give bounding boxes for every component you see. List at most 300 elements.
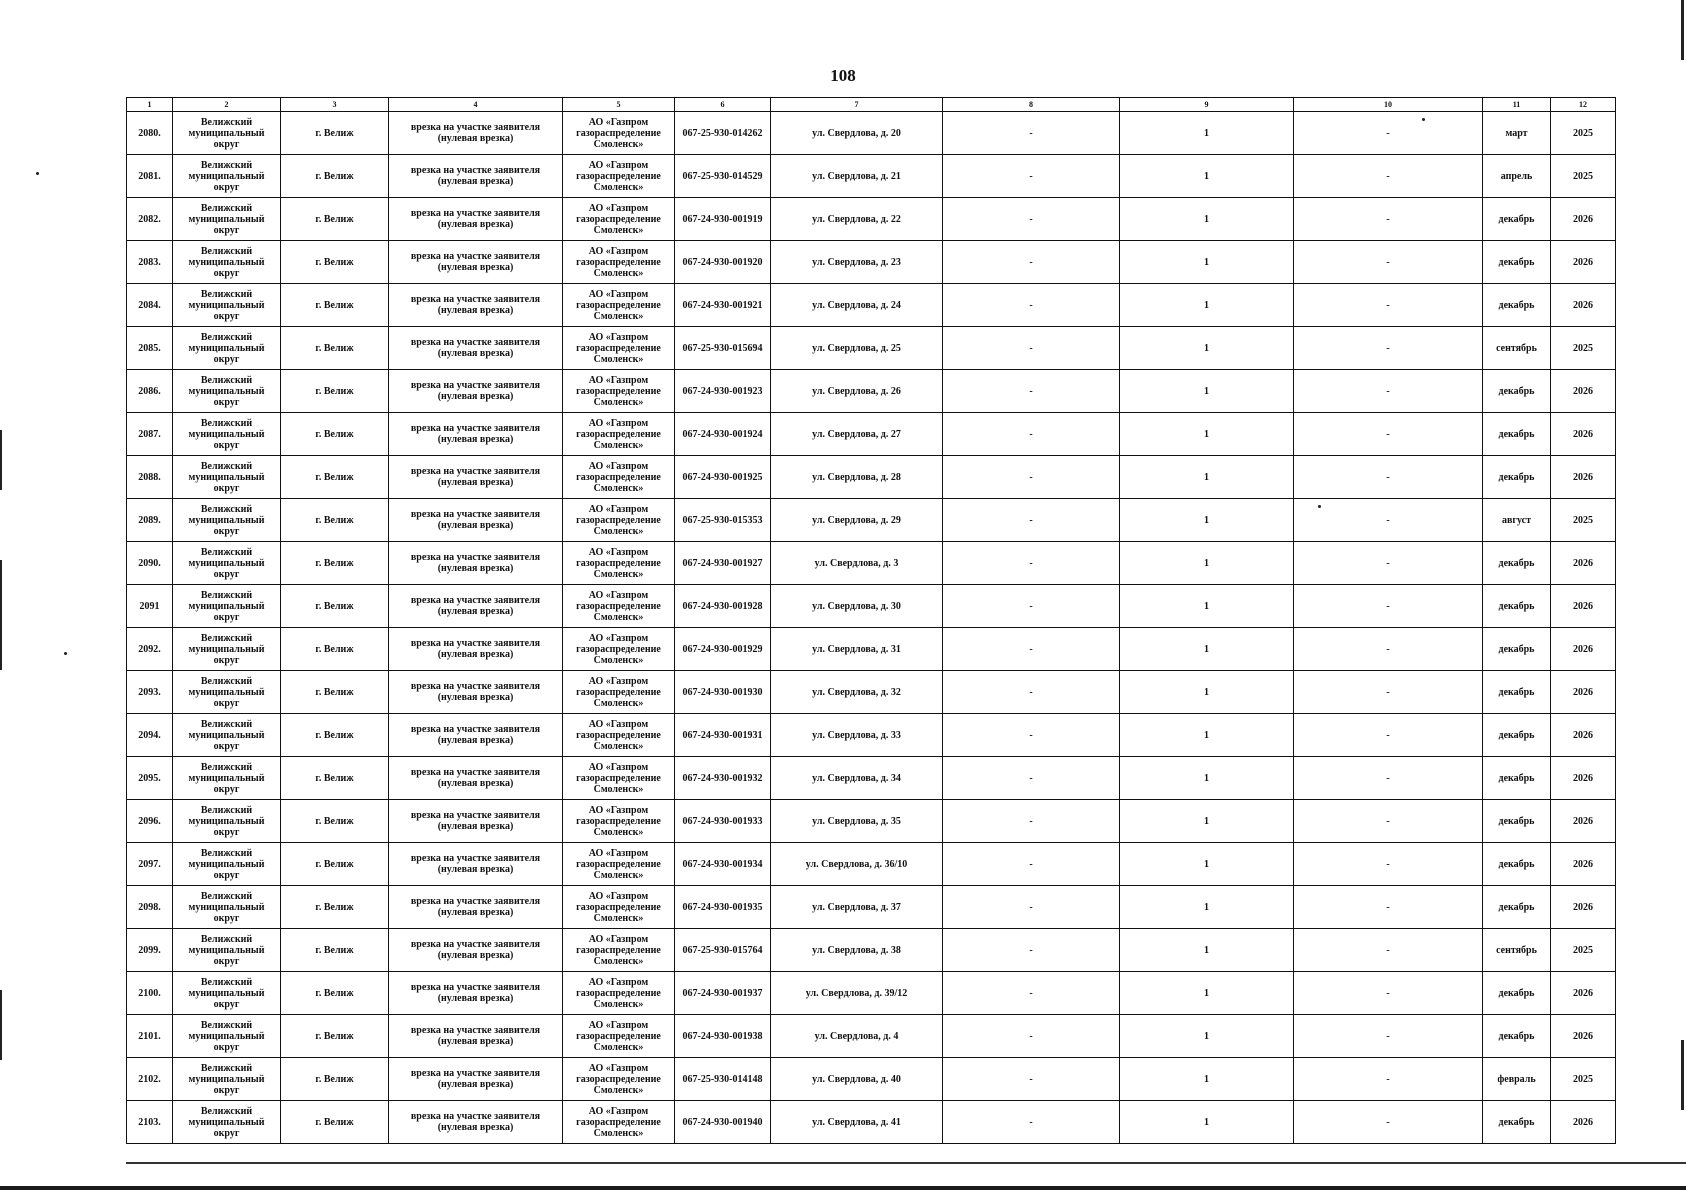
work-type-cell: врезка на участке заявителя (нулевая врезка) [389, 370, 563, 413]
city-cell: г. Велиж [281, 241, 389, 284]
col9-cell: 1 [1120, 370, 1294, 413]
column-header: 7 [771, 98, 943, 112]
col9-cell: 1 [1120, 413, 1294, 456]
row-number: 2097. [127, 843, 173, 886]
address-cell: ул. Свердлова, д. 23 [771, 241, 943, 284]
record-code-cell: 067-24-930-001932 [675, 757, 771, 800]
work-type-cell: врезка на участке заявителя (нулевая врезка) [389, 886, 563, 929]
col9-cell: 1 [1120, 671, 1294, 714]
district-cell: Велижский муниципальный округ [173, 112, 281, 155]
month-cell: декабрь [1483, 413, 1551, 456]
organization-cell: АО «Газпром газораспределение Смоленск» [563, 671, 675, 714]
month-cell: декабрь [1483, 241, 1551, 284]
district-cell: Велижский муниципальный округ [173, 1015, 281, 1058]
district-cell: Велижский муниципальный округ [173, 843, 281, 886]
year-cell: 2025 [1551, 327, 1616, 370]
city-cell: г. Велиж [281, 800, 389, 843]
page-number: 108 [830, 66, 856, 85]
work-type-cell: врезка на участке заявителя (нулевая врезка) [389, 800, 563, 843]
table-row [127, 456, 1616, 499]
district-cell: Велижский муниципальный округ [173, 714, 281, 757]
work-type-cell: врезка на участке заявителя (нулевая врезка) [389, 542, 563, 585]
row-number: 2083. [127, 241, 173, 284]
month-cell: декабрь [1483, 843, 1551, 886]
col9-cell: 1 [1120, 241, 1294, 284]
address-cell: ул. Свердлова, д. 32 [771, 671, 943, 714]
district-cell: Велижский муниципальный округ [173, 886, 281, 929]
col9-cell: 1 [1120, 929, 1294, 972]
col10-cell: - [1294, 671, 1483, 714]
table-row [127, 413, 1616, 456]
city-cell: г. Велиж [281, 757, 389, 800]
table-row [127, 585, 1616, 628]
address-cell: ул. Свердлова, д. 21 [771, 155, 943, 198]
col8-cell: - [943, 155, 1120, 198]
city-cell: г. Велиж [281, 542, 389, 585]
work-type-cell: врезка на участке заявителя (нулевая врезка) [389, 241, 563, 284]
row-number: 2086. [127, 370, 173, 413]
col8-cell: - [943, 1058, 1120, 1101]
record-code-cell: 067-24-930-001930 [675, 671, 771, 714]
work-type-cell: врезка на участке заявителя (нулевая врезка) [389, 327, 563, 370]
col10-cell: - [1294, 843, 1483, 886]
district-cell: Велижский муниципальный округ [173, 198, 281, 241]
city-cell: г. Велиж [281, 585, 389, 628]
col10-cell: - [1294, 327, 1483, 370]
record-code-cell: 067-24-930-001919 [675, 198, 771, 241]
work-type-cell: врезка на участке заявителя (нулевая врезка) [389, 1101, 563, 1144]
col8-cell: - [943, 714, 1120, 757]
month-cell: декабрь [1483, 284, 1551, 327]
record-code-cell: 067-24-930-001935 [675, 886, 771, 929]
city-cell: г. Велиж [281, 112, 389, 155]
year-cell: 2026 [1551, 757, 1616, 800]
row-number: 2088. [127, 456, 173, 499]
row-number: 2100. [127, 972, 173, 1015]
address-cell: ул. Свердлова, д. 31 [771, 628, 943, 671]
record-code-cell: 067-24-930-001921 [675, 284, 771, 327]
row-number: 2080. [127, 112, 173, 155]
row-number: 2101. [127, 1015, 173, 1058]
column-header: 4 [389, 98, 563, 112]
row-number: 2103. [127, 1101, 173, 1144]
address-cell: ул. Свердлова, д. 27 [771, 413, 943, 456]
year-cell: 2026 [1551, 972, 1616, 1015]
record-code-cell: 067-25-930-015353 [675, 499, 771, 542]
col10-cell: - [1294, 714, 1483, 757]
work-type-cell: врезка на участке заявителя (нулевая врезка) [389, 155, 563, 198]
col10-cell: - [1294, 1015, 1483, 1058]
col10-cell: - [1294, 241, 1483, 284]
col9-cell: 1 [1120, 886, 1294, 929]
table-body [127, 112, 1616, 1144]
year-cell: 2026 [1551, 714, 1616, 757]
city-cell: г. Велиж [281, 413, 389, 456]
organization-cell: АО «Газпром газораспределение Смоленск» [563, 198, 675, 241]
col8-cell: - [943, 671, 1120, 714]
column-header: 9 [1120, 98, 1294, 112]
city-cell: г. Велиж [281, 198, 389, 241]
month-cell: февраль [1483, 1058, 1551, 1101]
organization-cell: АО «Газпром газораспределение Смоленск» [563, 542, 675, 585]
city-cell: г. Велиж [281, 843, 389, 886]
city-cell: г. Велиж [281, 1015, 389, 1058]
table-row [127, 198, 1616, 241]
record-code-cell: 067-24-930-001933 [675, 800, 771, 843]
district-cell: Велижский муниципальный округ [173, 972, 281, 1015]
organization-cell: АО «Газпром газораспределение Смоленск» [563, 843, 675, 886]
col10-cell: - [1294, 1058, 1483, 1101]
month-cell: декабрь [1483, 671, 1551, 714]
organization-cell: АО «Газпром газораспределение Смоленск» [563, 628, 675, 671]
col10-cell: - [1294, 1101, 1483, 1144]
address-cell: ул. Свердлова, д. 38 [771, 929, 943, 972]
year-cell: 2025 [1551, 499, 1616, 542]
col10-cell: - [1294, 284, 1483, 327]
city-cell: г. Велиж [281, 284, 389, 327]
address-cell: ул. Свердлова, д. 22 [771, 198, 943, 241]
row-number: 2096. [127, 800, 173, 843]
record-code-cell: 067-24-930-001927 [675, 542, 771, 585]
district-cell: Велижский муниципальный округ [173, 542, 281, 585]
city-cell: г. Велиж [281, 327, 389, 370]
city-cell: г. Велиж [281, 886, 389, 929]
month-cell: декабрь [1483, 628, 1551, 671]
city-cell: г. Велиж [281, 714, 389, 757]
table-row [127, 1015, 1616, 1058]
col9-cell: 1 [1120, 499, 1294, 542]
district-cell: Велижский муниципальный округ [173, 1101, 281, 1144]
year-cell: 2026 [1551, 843, 1616, 886]
organization-cell: АО «Газпром газораспределение Смоленск» [563, 886, 675, 929]
col8-cell: - [943, 542, 1120, 585]
work-type-cell: врезка на участке заявителя (нулевая врезка) [389, 499, 563, 542]
col9-cell: 1 [1120, 972, 1294, 1015]
work-type-cell: врезка на участке заявителя (нулевая врезка) [389, 198, 563, 241]
table-row [127, 155, 1616, 198]
year-cell: 2025 [1551, 929, 1616, 972]
year-cell: 2025 [1551, 155, 1616, 198]
bottom-rule [0, 1186, 1686, 1190]
record-code-cell: 067-25-930-015764 [675, 929, 771, 972]
year-cell: 2026 [1551, 241, 1616, 284]
work-type-cell: врезка на участке заявителя (нулевая врезка) [389, 714, 563, 757]
record-code-cell: 067-24-930-001940 [675, 1101, 771, 1144]
address-cell: ул. Свердлова, д. 39/12 [771, 972, 943, 1015]
address-cell: ул. Свердлова, д. 29 [771, 499, 943, 542]
col8-cell: - [943, 284, 1120, 327]
month-cell: август [1483, 499, 1551, 542]
district-cell: Велижский муниципальный округ [173, 413, 281, 456]
row-number: 2094. [127, 714, 173, 757]
organization-cell: АО «Газпром газораспределение Смоленск» [563, 757, 675, 800]
city-cell: г. Велиж [281, 1101, 389, 1144]
address-cell: ул. Свердлова, д. 30 [771, 585, 943, 628]
work-type-cell: врезка на участке заявителя (нулевая врезка) [389, 413, 563, 456]
col9-cell: 1 [1120, 456, 1294, 499]
address-cell: ул. Свердлова, д. 33 [771, 714, 943, 757]
work-type-cell: врезка на участке заявителя (нулевая врезка) [389, 1058, 563, 1101]
col8-cell: - [943, 800, 1120, 843]
record-code-cell: 067-24-930-001920 [675, 241, 771, 284]
work-type-cell: врезка на участке заявителя (нулевая врезка) [389, 757, 563, 800]
col10-cell: - [1294, 542, 1483, 585]
col9-cell: 1 [1120, 1015, 1294, 1058]
scan-edge-mark [0, 990, 2, 1060]
col9-cell: 1 [1120, 757, 1294, 800]
city-cell: г. Велиж [281, 456, 389, 499]
table-row [127, 112, 1616, 155]
scan-speck [1422, 118, 1425, 121]
col8-cell: - [943, 241, 1120, 284]
record-code-cell: 067-24-930-001925 [675, 456, 771, 499]
row-number: 2089. [127, 499, 173, 542]
col8-cell: - [943, 929, 1120, 972]
month-cell: декабрь [1483, 456, 1551, 499]
organization-cell: АО «Газпром газораспределение Смоленск» [563, 155, 675, 198]
scan-speck [64, 652, 67, 655]
address-cell: ул. Свердлова, д. 28 [771, 456, 943, 499]
record-code-cell: 067-24-930-001923 [675, 370, 771, 413]
column-header: 5 [563, 98, 675, 112]
address-cell: ул. Свердлова, д. 35 [771, 800, 943, 843]
work-type-cell: врезка на участке заявителя (нулевая врезка) [389, 112, 563, 155]
year-cell: 2026 [1551, 413, 1616, 456]
month-cell: декабрь [1483, 198, 1551, 241]
col9-cell: 1 [1120, 112, 1294, 155]
city-cell: г. Велиж [281, 671, 389, 714]
table-row [127, 843, 1616, 886]
row-number: 2091 [127, 585, 173, 628]
col10-cell: - [1294, 198, 1483, 241]
month-cell: декабрь [1483, 972, 1551, 1015]
register-table [126, 97, 1616, 1144]
scan-edge-mark [0, 430, 2, 490]
row-number: 2102. [127, 1058, 173, 1101]
col9-cell: 1 [1120, 198, 1294, 241]
district-cell: Велижский муниципальный округ [173, 456, 281, 499]
district-cell: Велижский муниципальный округ [173, 929, 281, 972]
table-row [127, 499, 1616, 542]
col8-cell: - [943, 456, 1120, 499]
organization-cell: АО «Газпром газораспределение Смоленск» [563, 370, 675, 413]
col10-cell: - [1294, 413, 1483, 456]
work-type-cell: врезка на участке заявителя (нулевая врезка) [389, 284, 563, 327]
address-cell: ул. Свердлова, д. 36/10 [771, 843, 943, 886]
district-cell: Велижский муниципальный округ [173, 585, 281, 628]
year-cell: 2026 [1551, 542, 1616, 585]
scan-edge-mark [0, 560, 2, 670]
work-type-cell: врезка на участке заявителя (нулевая врезка) [389, 1015, 563, 1058]
column-header: 10 [1294, 98, 1483, 112]
work-type-cell: врезка на участке заявителя (нулевая врезка) [389, 972, 563, 1015]
year-cell: 2025 [1551, 112, 1616, 155]
district-cell: Велижский муниципальный округ [173, 327, 281, 370]
city-cell: г. Велиж [281, 628, 389, 671]
record-code-cell: 067-24-930-001924 [675, 413, 771, 456]
work-type-cell: врезка на участке заявителя (нулевая врезка) [389, 929, 563, 972]
table-row [127, 542, 1616, 585]
year-cell: 2026 [1551, 585, 1616, 628]
month-cell: сентябрь [1483, 929, 1551, 972]
column-header: 8 [943, 98, 1120, 112]
address-cell: ул. Свердлова, д. 25 [771, 327, 943, 370]
col9-cell: 1 [1120, 284, 1294, 327]
organization-cell: АО «Газпром газораспределение Смоленск» [563, 1015, 675, 1058]
col10-cell: - [1294, 499, 1483, 542]
district-cell: Велижский муниципальный округ [173, 370, 281, 413]
city-cell: г. Велиж [281, 499, 389, 542]
col10-cell: - [1294, 929, 1483, 972]
month-cell: декабрь [1483, 1101, 1551, 1144]
scan-edge-mark [1681, 1040, 1684, 1110]
row-number: 2084. [127, 284, 173, 327]
year-cell: 2026 [1551, 671, 1616, 714]
row-number: 2095. [127, 757, 173, 800]
month-cell: декабрь [1483, 370, 1551, 413]
address-cell: ул. Свердлова, д. 24 [771, 284, 943, 327]
city-cell: г. Велиж [281, 929, 389, 972]
organization-cell: АО «Газпром газораспределение Смоленск» [563, 714, 675, 757]
record-code-cell: 067-24-930-001934 [675, 843, 771, 886]
organization-cell: АО «Газпром газораспределение Смоленск» [563, 112, 675, 155]
col8-cell: - [943, 112, 1120, 155]
address-cell: ул. Свердлова, д. 4 [771, 1015, 943, 1058]
col10-cell: - [1294, 370, 1483, 413]
year-cell: 2026 [1551, 1015, 1616, 1058]
organization-cell: АО «Газпром газораспределение Смоленск» [563, 284, 675, 327]
col10-cell: - [1294, 628, 1483, 671]
year-cell: 2026 [1551, 370, 1616, 413]
table-row [127, 1058, 1616, 1101]
district-cell: Велижский муниципальный округ [173, 1058, 281, 1101]
district-cell: Велижский муниципальный округ [173, 284, 281, 327]
year-cell: 2025 [1551, 1058, 1616, 1101]
col8-cell: - [943, 499, 1120, 542]
year-cell: 2026 [1551, 456, 1616, 499]
scan-edge-mark [1681, 0, 1684, 60]
table-row [127, 671, 1616, 714]
table-row [127, 929, 1616, 972]
month-cell: апрель [1483, 155, 1551, 198]
row-number: 2098. [127, 886, 173, 929]
year-cell: 2026 [1551, 800, 1616, 843]
address-cell: ул. Свердлова, д. 40 [771, 1058, 943, 1101]
row-number: 2087. [127, 413, 173, 456]
col9-cell: 1 [1120, 155, 1294, 198]
col9-cell: 1 [1120, 714, 1294, 757]
col8-cell: - [943, 757, 1120, 800]
col8-cell: - [943, 886, 1120, 929]
record-code-cell: 067-24-930-001938 [675, 1015, 771, 1058]
record-code-cell: 067-25-930-014148 [675, 1058, 771, 1101]
district-cell: Велижский муниципальный округ [173, 241, 281, 284]
city-cell: г. Велиж [281, 972, 389, 1015]
organization-cell: АО «Газпром газораспределение Смоленск» [563, 456, 675, 499]
year-cell: 2026 [1551, 886, 1616, 929]
col10-cell: - [1294, 886, 1483, 929]
record-code-cell: 067-25-930-015694 [675, 327, 771, 370]
col8-cell: - [943, 972, 1120, 1015]
organization-cell: АО «Газпром газораспределение Смоленск» [563, 800, 675, 843]
record-code-cell: 067-24-930-001929 [675, 628, 771, 671]
address-cell: ул. Свердлова, д. 3 [771, 542, 943, 585]
bottom-thin-rule [126, 1162, 1686, 1164]
work-type-cell: врезка на участке заявителя (нулевая врезка) [389, 628, 563, 671]
header-row [127, 98, 1616, 112]
organization-cell: АО «Газпром газораспределение Смоленск» [563, 499, 675, 542]
col8-cell: - [943, 843, 1120, 886]
col10-cell: - [1294, 972, 1483, 1015]
column-header: 1 [127, 98, 173, 112]
work-type-cell: врезка на участке заявителя (нулевая врезка) [389, 456, 563, 499]
record-code-cell: 067-25-930-014529 [675, 155, 771, 198]
district-cell: Велижский муниципальный округ [173, 757, 281, 800]
col9-cell: 1 [1120, 1101, 1294, 1144]
year-cell: 2026 [1551, 284, 1616, 327]
month-cell: декабрь [1483, 585, 1551, 628]
address-cell: ул. Свердлова, д. 20 [771, 112, 943, 155]
table-row [127, 628, 1616, 671]
district-cell: Велижский муниципальный округ [173, 628, 281, 671]
table-row [127, 284, 1616, 327]
table-row [127, 972, 1616, 1015]
table-row [127, 241, 1616, 284]
col9-cell: 1 [1120, 542, 1294, 585]
col10-cell: - [1294, 757, 1483, 800]
organization-cell: АО «Газпром газораспределение Смоленск» [563, 413, 675, 456]
col9-cell: 1 [1120, 1058, 1294, 1101]
record-code-cell: 067-24-930-001937 [675, 972, 771, 1015]
year-cell: 2026 [1551, 198, 1616, 241]
table-row [127, 327, 1616, 370]
work-type-cell: врезка на участке заявителя (нулевая врезка) [389, 671, 563, 714]
table-row [127, 886, 1616, 929]
col8-cell: - [943, 1015, 1120, 1058]
address-cell: ул. Свердлова, д. 34 [771, 757, 943, 800]
district-cell: Велижский муниципальный округ [173, 671, 281, 714]
district-cell: Велижский муниципальный округ [173, 499, 281, 542]
col8-cell: - [943, 198, 1120, 241]
month-cell: декабрь [1483, 757, 1551, 800]
city-cell: г. Велиж [281, 1058, 389, 1101]
year-cell: 2026 [1551, 628, 1616, 671]
col10-cell: - [1294, 456, 1483, 499]
month-cell: декабрь [1483, 886, 1551, 929]
city-cell: г. Велиж [281, 370, 389, 413]
col9-cell: 1 [1120, 327, 1294, 370]
col10-cell: - [1294, 155, 1483, 198]
table-row [127, 757, 1616, 800]
col10-cell: - [1294, 800, 1483, 843]
month-cell: декабрь [1483, 714, 1551, 757]
month-cell: декабрь [1483, 1015, 1551, 1058]
row-number: 2093. [127, 671, 173, 714]
column-header: 11 [1483, 98, 1551, 112]
organization-cell: АО «Газпром газораспределение Смоленск» [563, 1101, 675, 1144]
row-number: 2090. [127, 542, 173, 585]
col8-cell: - [943, 413, 1120, 456]
record-code-cell: 067-24-930-001928 [675, 585, 771, 628]
row-number: 2081. [127, 155, 173, 198]
column-header: 2 [173, 98, 281, 112]
table-row [127, 800, 1616, 843]
col8-cell: - [943, 585, 1120, 628]
col9-cell: 1 [1120, 585, 1294, 628]
row-number: 2085. [127, 327, 173, 370]
district-cell: Велижский муниципальный округ [173, 800, 281, 843]
table-row [127, 370, 1616, 413]
